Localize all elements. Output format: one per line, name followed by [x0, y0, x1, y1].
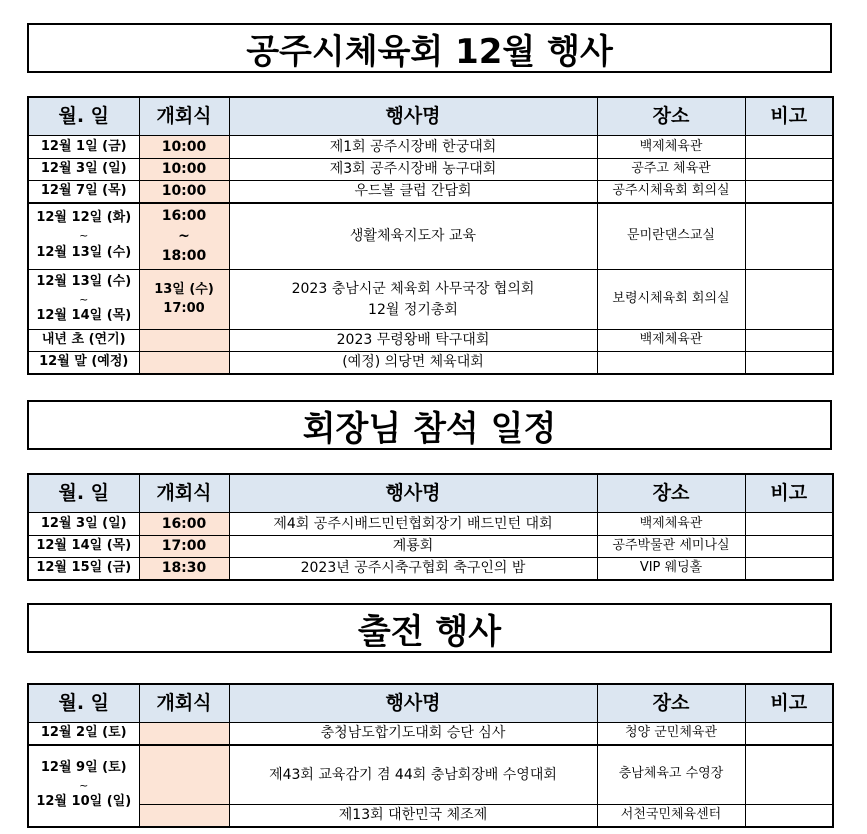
event-date: 12월 14일 (목) [28, 536, 139, 558]
event-name: 생활체육지도자 교육 [229, 203, 597, 270]
chairman-events-table [27, 473, 834, 581]
header-event: 행사명 [229, 474, 597, 513]
table-row [28, 159, 833, 181]
event-time: 17:00 [139, 536, 229, 558]
event-name: 2023년 공주시축구협회 축구인의 밤 [229, 558, 597, 580]
event-place: 백제체육관 [597, 136, 745, 159]
dispatch-title-box [27, 603, 832, 653]
event-name: 계룡회 [229, 536, 597, 558]
event-date-range [28, 203, 139, 270]
event-place: 서천국민체육센터 [597, 805, 745, 827]
event-note [745, 558, 833, 580]
date-end: 12월 10일 (일) [36, 794, 132, 810]
event-name: 제1회 공주시장배 한궁대회 [229, 136, 597, 159]
event-time: 10:00 [139, 159, 229, 181]
table-row [28, 723, 833, 745]
event-note [745, 159, 833, 181]
header-date: 월. 일 [28, 684, 139, 723]
chairman-title: 회장님 참석 일정 [302, 408, 557, 449]
date-separator: ~ [79, 778, 89, 792]
event-name: 2023 무령왕배 탁구대회 [229, 330, 597, 352]
event-time [139, 270, 229, 330]
event-place: 문미란댄스교실 [597, 203, 745, 270]
event-date: 12월 15일 (금) [28, 558, 139, 580]
main-title: 공주시체육회 12월 행사 [246, 31, 613, 72]
dispatch-events-table [27, 683, 834, 828]
event-date-range [28, 270, 139, 330]
event-date: 12월 2일 (토) [28, 723, 139, 745]
table-row [28, 352, 833, 374]
event-date: 12월 말 (예정) [28, 352, 139, 374]
header-event: 행사명 [229, 97, 597, 136]
time-line2: 17:00 [163, 300, 205, 316]
date-start: 12월 9일 (토) [40, 759, 127, 775]
chairman-title-box [27, 400, 832, 450]
event-note [745, 805, 833, 827]
header-place: 장소 [597, 684, 745, 723]
event-note [745, 270, 833, 330]
event-time-range [139, 203, 229, 270]
event-name: 우드볼 클럽 간담회 [229, 181, 597, 203]
date-end: 12월 13일 (수) [36, 245, 132, 261]
event-name-line1: 2023 충남시군 체육회 사무국장 협의회 [291, 281, 535, 298]
event-time: 10:00 [139, 181, 229, 203]
table-row [28, 181, 833, 203]
event-place [597, 352, 745, 374]
table-row [28, 270, 833, 330]
event-time: 18:30 [139, 558, 229, 580]
event-name: 제3회 공주시장배 농구대회 [229, 159, 597, 181]
table-header-row [28, 684, 833, 723]
header-time: 개회식 [139, 97, 229, 136]
date-start: 12월 13일 (수) [36, 273, 132, 289]
header-note: 비고 [745, 474, 833, 513]
event-name: (예정) 의당면 체육대회 [229, 352, 597, 374]
event-time: 16:00 [139, 513, 229, 536]
event-place: 백제체육관 [597, 513, 745, 536]
date-separator: ~ [79, 292, 89, 306]
event-place: 백제체육관 [597, 330, 745, 352]
date-end: 12월 14일 (목) [36, 308, 132, 324]
main-title-box [27, 23, 832, 73]
date-separator: ~ [79, 229, 89, 243]
event-note [745, 352, 833, 374]
header-note: 비고 [745, 97, 833, 136]
table-row [28, 745, 833, 805]
event-name: 제43회 교육감기 겸 44회 충남회장배 수영대회 [229, 745, 597, 805]
event-name: 충청남도합기도대회 승단 심사 [229, 723, 597, 745]
event-time: 10:00 [139, 136, 229, 159]
event-note [745, 181, 833, 203]
event-date: 내년 초 (연기) [28, 330, 139, 352]
date-start: 12월 12일 (화) [36, 210, 132, 226]
event-place: 공주고 체육관 [597, 159, 745, 181]
table-row [28, 203, 833, 270]
event-note [745, 723, 833, 745]
dispatch-title: 출전 행사 [357, 611, 502, 652]
time-end: 18:00 [161, 248, 207, 265]
event-place: 공주시체육회 회의실 [597, 181, 745, 203]
event-time [139, 805, 229, 827]
event-place: VIP 웨딩홀 [597, 558, 745, 580]
event-place: 보령시체육회 회의실 [597, 270, 745, 330]
event-note [745, 136, 833, 159]
event-date: 12월 3일 (일) [28, 513, 139, 536]
header-event: 행사명 [229, 684, 597, 723]
header-place: 장소 [597, 97, 745, 136]
header-note: 비고 [745, 684, 833, 723]
header-date: 월. 일 [28, 97, 139, 136]
table-header-row [28, 97, 833, 136]
event-name [229, 270, 597, 330]
table-row [28, 536, 833, 558]
table-row [28, 513, 833, 536]
time-start: 16:00 [161, 207, 207, 224]
event-name-line2: 12월 정기총회 [368, 301, 458, 318]
event-note [745, 513, 833, 536]
header-time: 개회식 [139, 474, 229, 513]
event-time [139, 352, 229, 374]
event-name: 제4회 공주시배드민턴협회장기 배드민턴 대회 [229, 513, 597, 536]
event-note [745, 536, 833, 558]
event-date: 12월 3일 (일) [28, 159, 139, 181]
event-date-range [28, 745, 139, 827]
table-row [28, 330, 833, 352]
event-time [139, 723, 229, 745]
event-time [139, 745, 229, 805]
time-separator: ~ [178, 228, 190, 245]
table-row [28, 136, 833, 159]
main-events-table [27, 96, 834, 375]
table-row [28, 805, 833, 827]
event-note [745, 330, 833, 352]
header-place: 장소 [597, 474, 745, 513]
table-row [28, 558, 833, 580]
event-note [745, 745, 833, 805]
event-time [139, 330, 229, 352]
header-date: 월. 일 [28, 474, 139, 513]
event-place: 청양 군민체육관 [597, 723, 745, 745]
table-header-row [28, 474, 833, 513]
event-name: 제13회 대한민국 체조제 [229, 805, 597, 827]
event-note [745, 203, 833, 270]
event-date: 12월 7일 (목) [28, 181, 139, 203]
event-date: 12월 1일 (금) [28, 136, 139, 159]
header-time: 개회식 [139, 684, 229, 723]
time-line1: 13일 (수) [154, 281, 214, 297]
event-place: 충남체육고 수영장 [597, 745, 745, 805]
event-place: 공주박물관 세미나실 [597, 536, 745, 558]
